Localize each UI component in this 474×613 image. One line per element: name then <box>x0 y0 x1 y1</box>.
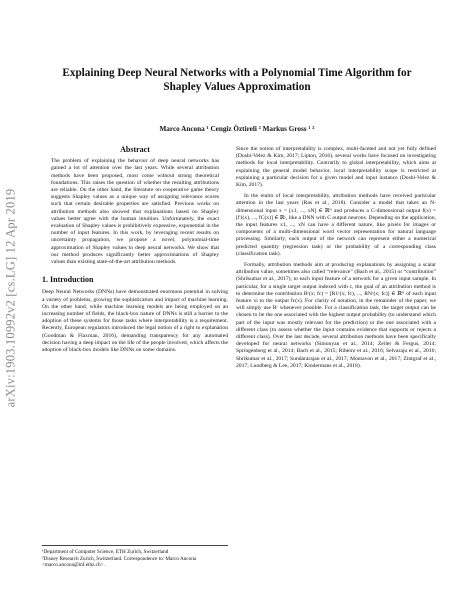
paper-authors: Marco Ancona ¹ Cengiz Öztireli ² Markus Gross ¹ ² <box>159 125 315 133</box>
paper-title-line-2: Shapley Values Approximation <box>163 81 311 93</box>
body-paragraph-1: Since the notion of interpretability is complex, multi-faceted and not yet fully defined (Doshi-Velez & Kim, 2017; Lipton, 2016), several works have focused on investigating methods for local interpretability. Contrarily to global interpretability, which aims at explaining the general model behavior, local interpretability scope is restricted at explaining a particular decision for a given model and input instance (Doshi-Velez & Kim, 2017). <box>236 146 436 189</box>
body-paragraph-3: Formally, attribution methods aim at producing explanations by assigning a scalar attribution value, sometimes also called “relevance” (Bach et al., 2015) or “contribution” (Shrikumar et al., 2017), to each input feature of a network for a given input sample. In particular, for a single target output indexed with c, the goal of an attribution method is to determine the contribution Rᶜ(x; fc) = [R1ᶜ(x; fc), ..., RNᶜ(x; fc)] ∈ ℝᴺ of each input feature xi to the output fc(x). For clarity of notation, in the remainder of the paper, we will simply use Rᶜ whenever possible. For a classification task, the target output can be chosen to be the one associated with the highest output probability (to understand which part of the input was mostly relevant for the prediction) or the one associated with a different class (to assess whether the input contains evidence that supports or rejects a different class). Over the last decade, several attribution methods have been specifically developed for neural networks (Simonyan et al., 2014; Zeiler & Fergus, 2014; Springenberg et al., 2014; Bach et al., 2015; Ribeiro et al., 2016; Selvaraju et al., 2016; Shrikumar et al., 2017; Sundararajan et al., 2017; Montavon et al., 2017; Zintgraf et al., 2017; Lundberg & Lee, 2017; Kindermans et al., 2018). <box>236 262 436 369</box>
right-column <box>236 146 436 374</box>
paper-title <box>40 66 434 94</box>
abstract-text: The problem of explaining the behavior of deep neural networks has gained a lot of attention over the last years. While several attribution methods have been proposed, most come without strong theoretical foundations. This raises the question of whether the resulting attributions are reliable. On the other hand, the literature on cooperative game theory suggests Shapley values as a unique way of assigning relevance scores such that certain desirable properties are satisfied. Previous works on attribution methods also showed that explanations based on Shapley values better agree with the human intuition. Unfortunately, the exact evaluation of Shapley values is prohibitively expensive, exponential in the number of input features. In this work, by leveraging recent results on uncertainty propagation, we propose a novel, polynomial-time approximation of Shapley values in deep neural networks. We show that our method produces significantly better approximations of Shapley values than existing state-of-the-art attribution methods. <box>51 158 219 266</box>
introduction-heading: 1. Introduction <box>42 275 94 285</box>
left-column <box>42 146 228 358</box>
footnotes <box>42 545 228 569</box>
footnote-affiliation-1: ¹Department of Computer Science, ETH Zurich, Switzerland <box>42 549 169 555</box>
abstract-heading: Abstract <box>120 145 150 154</box>
introduction-paragraph-1: Deep Neural Networks (DNNs) have demonstrated enormous potential in solving a variety of problems, growing the sophistication and impact of machine learning. On the other hand, while machine learning models are being employed on an increasing number of fields, the black-box nature of DNNs is still a barrier to the adoption of these systems for those tasks where interpretability is a requirement. Recently, European regulators introduced the legal notion of a right to explanation (Goodman & Flaxman, 2016), demanding transparency for any automated decision having a deep impact on the life of the people involved, which affects the adoption of black-box models like DNNs on some domains. <box>42 289 228 354</box>
body-paragraph-2: In the realm of local interpretability, attribution methods have received particular attention in the last years (Ras et al., 2018). Consider a model that takes an N-dimensional input x = [x1, ..., xN] ∈ ℝᴺ and produces a C-dimensional output f(x) = [f1(x), ..., fC(x)] ∈ ℝᶜ, like a DNN with C output neurons. Depending on the application, the input features x1, ..., xN can have a different nature, like pixels for images or components of a multi-dimensional word vector representation for natural language processing. Similarly, each output of the network can represent either a numerical predicted quantity (regression task) or the probability of a corresponding class (classification task). <box>236 193 436 257</box>
paper-title-line-1: Explaining Deep Neural Networks with a Polynomial Time Algorithm for <box>62 67 412 79</box>
arxiv-identifier-text: arXiv:1903.10992v2 [cs.LG] 12 Apr 2019 <box>3 188 18 408</box>
arxiv-identifier <box>4 148 18 448</box>
footnote-affiliation-2: ²Disney Research Zurich, Switzerland. Correspondence to: Marco Ancona <marco.ancona@inf.ethz.ch>. <box>42 555 197 569</box>
